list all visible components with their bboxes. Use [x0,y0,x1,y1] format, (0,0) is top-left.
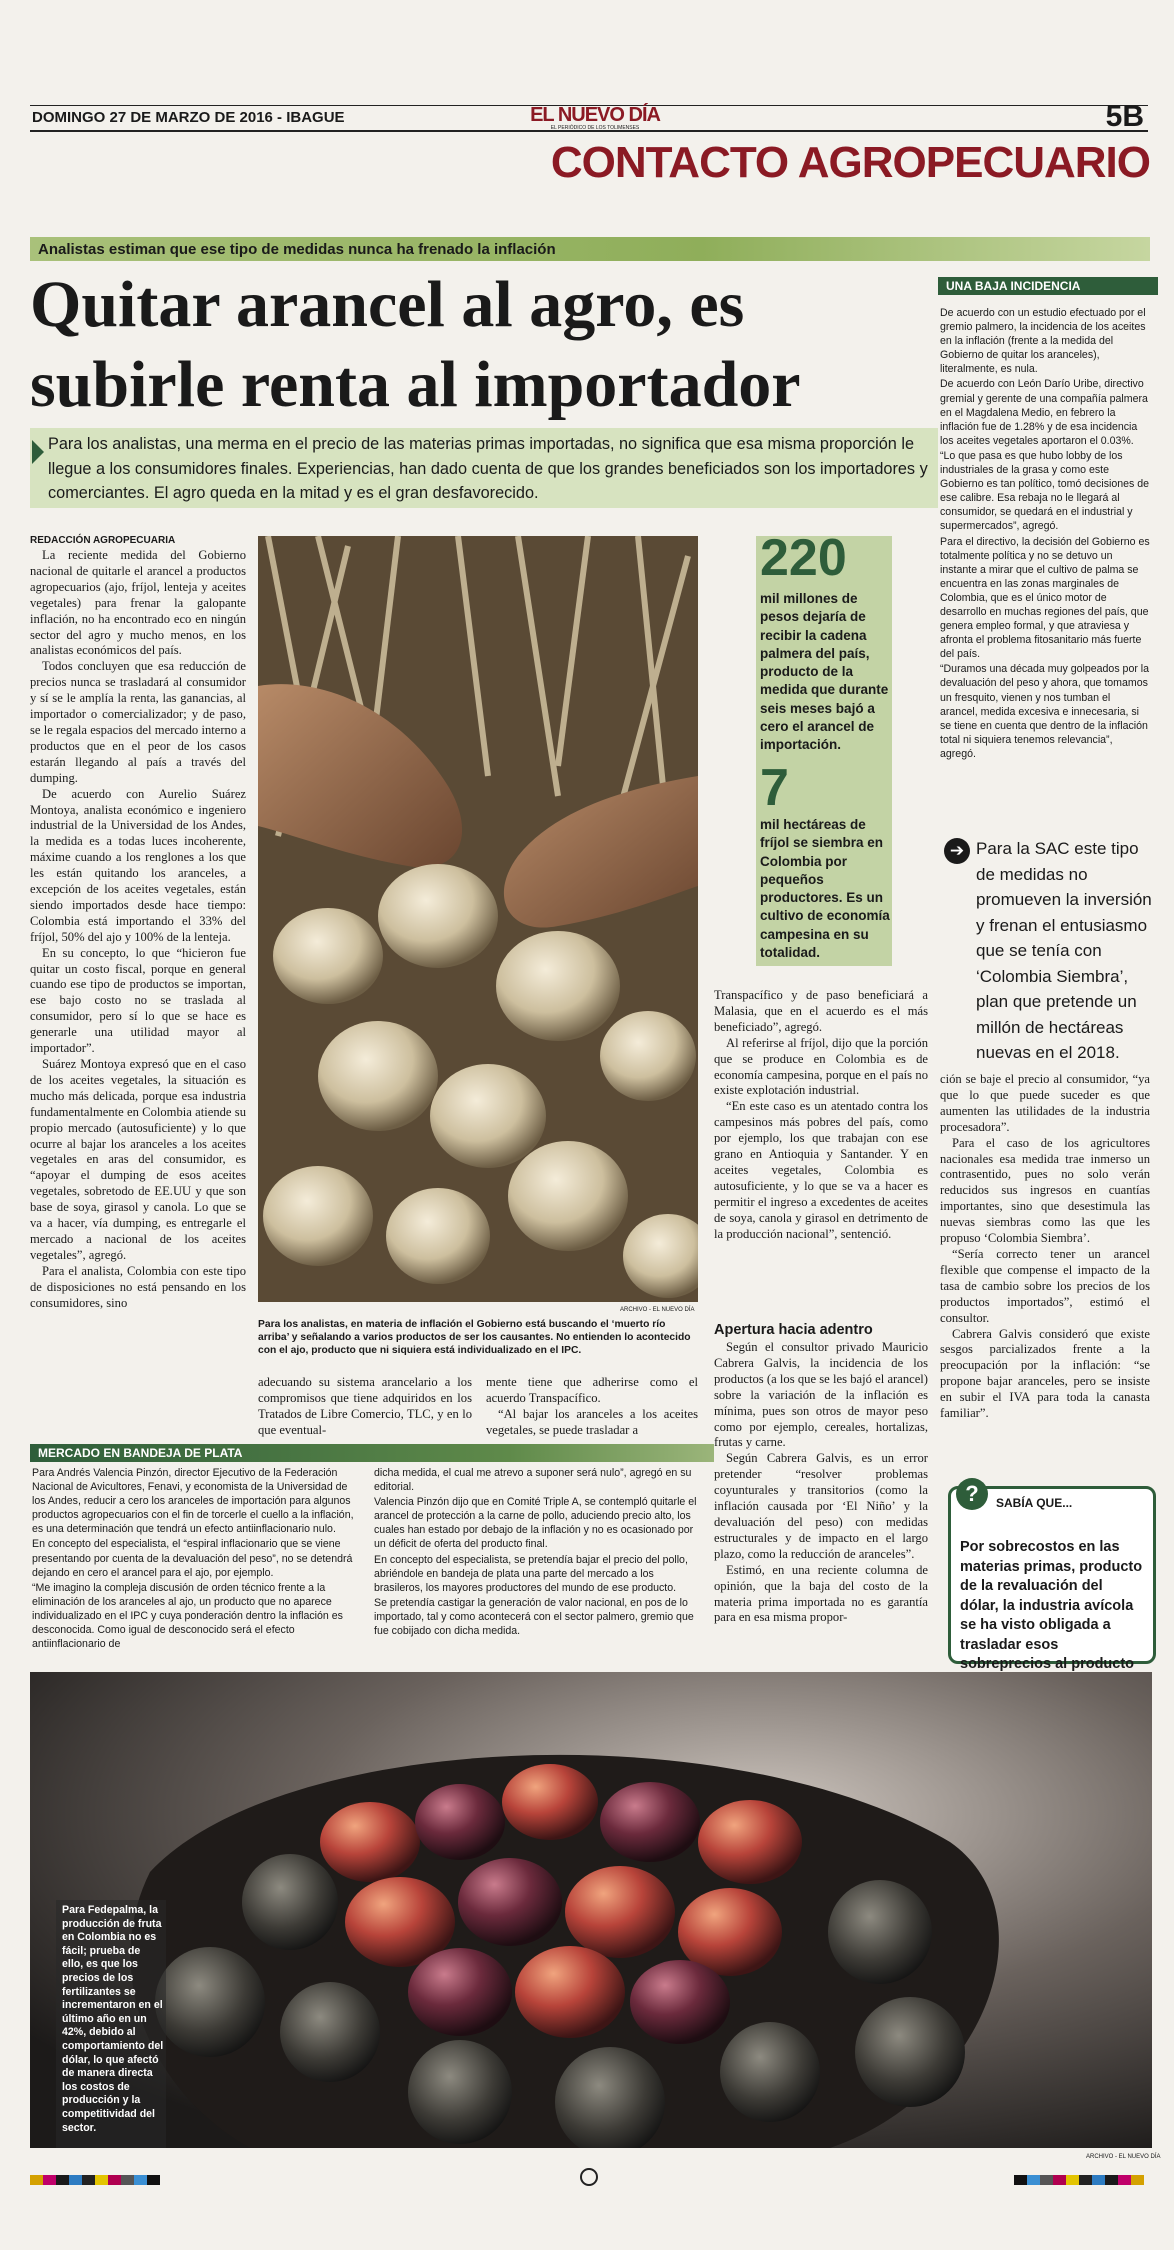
stat1-number: 220 [760,529,847,587]
byline: REDACCIÓN AGROPECUARIA [30,535,176,546]
box-column-2 [374,1466,698,1639]
stat2-number: 7 [760,759,789,817]
sac-quote: Para la SAC este tipo de medidas no promueven la inversión y frenan el entusiasmo que se tenía con ‘Colombia Siembra’, plan que pretende un millón de hectáreas nuevas en el 2018. [976,839,1152,1062]
body-paragraph: Cabrera Galvis consideró que existe sesgos parcializados frente a la preocupación por la inflación: “se propone bajar aranceles, pero se insiste en subir el IVA para toda la canasta familiar”. [940,1326,1150,1421]
sidebar-text [940,306,1150,762]
subhead-apertura: Apertura hacia adentro [714,1322,873,1338]
box-column-1 [32,1466,358,1652]
photo1-caption: Para los analistas, en materia de inflación el Gobierno está buscando el ‘muerto río arriba’ y señalando a varios productos de ser los causantes. No entienden lo acontecido con el ajo, producto que ni siquiera está individualizado en el IPC. [258,1319,691,1356]
sidebar-paragraph: De acuerdo con un estudio efectuado por el gremio palmero, la incidencia de los aceites en la inflación (frente a la medida del Gobierno de quitar los aranceles), literalmente, es nula. [940,307,1146,376]
headline-line1: Quitar arancel al agro, es [30,268,745,341]
photo2-credit: ARCHIVO - EL NUEVO DÍA [1086,2154,1161,2160]
body-column-3-bottom [486,1375,698,1439]
box-paragraph: En concepto del especialista, se pretendía bajar el precio del pollo, abriéndole en bandeja de plata una parte del mercado a los brasileros, los mayores productores del mundo de ese producto. [374,1553,688,1594]
box-paragraph: “Me imagino la compleja discusión de orden técnico frente a la eliminación de los aranceles al ajo, un producto que no aparece individualizado en el IPC y cuya ponderación dentro la inflación es desconocida. Como igual de desconocido será el efecto antiinflacionario de [32,1581,343,1651]
body-paragraph: Suárez Montoya expresó que en el caso de los aceites vegetales, la situación es mucho más delicada, porque esa industria fundamentalmente en Colombia atiende su propio mercado (autosuficiente) y lo que ocurre al bajar los aranceles a los aceites vegetales en aras del consumidor, es “apoyar el dumping de esos aceites vegetales, sobretodo de EE.UU y que son base de soya, girasol y canola. Lo que se va a hacer, vía dumping, es entregarle el mercado a nacional de los aceites vegetales”, agregó. [30,1057,246,1262]
palm-fruit-photo [30,1672,1152,2148]
sabia-title: SABÍA QUE... [996,1496,1073,1510]
body-paragraph: En su concepto, lo que “hicieron fue quitar un costo fiscal, porque en general cuando ese tipo de productos se importan, ese bajo costo no se traslada al consumidor, pero sí lo que se hace es generarle una utilidad mayor al importador”. [30,945,246,1056]
headline-line2: subirle renta al importador [30,348,801,421]
garlic-photo [258,536,698,1302]
body-paragraph: La reciente medida del Gobierno nacional de quitarle el arancel a productos agropecuarios (ajo, fríjol, lenteja y aceites vegetales) para frenar la galopante inflación, no ha encontrado eco en ningún sector del agro y mucho menos, en los analistas económicos del país. [30,548,246,658]
body-paragraph: “Sería correcto tener un arancel flexible que compense el impacto de la tasa de cambio sobre los precios de los productos importados”, estimó el consultor. [940,1246,1150,1325]
kicker-text: Analistas estiman que ese tipo de medidas nunca ha frenado la inflación [38,241,556,258]
section-title: CONTACTO AGROPECUARIO [550,138,1150,187]
arrow-icon: ➔ [944,838,970,864]
body-column-2-bottom: adecuando su sistema arancelario a los compromisos que tiene adquiridos en los Tratados de Libre Comercio, TLC, y en lo que eventual- [258,1375,472,1437]
masthead-date: DOMINGO 27 DE MARZO DE 2016 - IBAGUE [32,109,345,126]
stat2-text: mil hectáreas de fríjol se siembra en Colombia por pequeños productores. Es un cultivo de economía campesina en su totalidad. [760,817,890,961]
logo-text: EL NUEVO DÍA [530,104,660,126]
body-column-4b [714,1340,928,1626]
body-column-4 [714,988,928,1243]
color-registration-bar-left [30,2172,160,2190]
sabia-text: Por sobrecostos en las materias primas, producto de la revaluación del dólar, la industria avícola se ha visto obligada a trasladar esos sobreprecios al producto [960,1539,1143,1672]
body-paragraph: Según Cabrera Galvis, es un error pretender “resolver problemas coyunturales y transitorios (como la inflación causada por ‘El Niño’ y la devaluación del peso) con medidas estructurales y de impacto en el largo plazo, como la reducción de aranceles”. [714,1451,928,1561]
body-paragraph: Para el analista, Colombia con este tipo de disposiciones no está pensando en los consumidores, sino [30,1263,246,1310]
photo1-credit: ARCHIVO - EL NUEVO DÍA [620,1307,695,1313]
sidebar-title: UNA BAJA INCIDENCIA [938,277,1158,295]
body-paragraph: Estimó, en una reciente columna de opinión, que la baja del costo de la materia prima importada no es garantía para en esa misma propor- [714,1562,928,1625]
body-column-1 [30,548,246,1454]
body-paragraph: Para el caso de los agricultores nacionales esa medida trae inmerso un contrasentido, pues no solo verán reducidos sus ingresos en cuantías importantes, sino que desestimula las nuevas siembras como las que les propuso ‘Colombia Siembra’. [940,1135,1150,1246]
box-paragraph: Valencia Pinzón dijo que en Comité Triple A, se contempló quitarle el arancel de protección a la carne de pollo, aduciendo precio alto, los cuales han estado por debajo de la inflación y no es ocasionado por un déficit de oferta del producto final. [374,1496,697,1551]
sidebar-paragraph: “Lo que pasa es que hubo lobby de los industriales de la grasa y como este Gobierno es tan político, tomó decisiones de ese calibre. Esa rebaja no le llegará al consumidor, se quedará en el industrial y supermercados”, agregó. [940,449,1150,533]
sidebar-paragraph: “Duramos una década muy golpeados por la devaluación del peso y ahora, que tomamos un fresquito, vienen y nos tumban el arancel, medida excesiva e innecesaria, si se tiene en cuenta que dentro de la inflación total ni siquiera tenemos relevancia”, agregó. [940,663,1150,760]
body-paragraph: Todos concluyen que esa reducción de precios nunca se trasladará al consumidor y sí se le amplía la renta, las ganancias, al importador o comercializador; y de paso, se le regala espacios del mercado interno a productos que en el peor de los casos estarán llegando al país a través del dumping. [30,659,246,785]
logo-tagline: EL PERIÓDICO DE LOS TOLIMENSES [550,125,640,131]
body-paragraph: “En este caso es un atentado contra los campesinos más pobres del país, como por ejemplo, los que trabajan con ese grano en Antioquia y Santander. Y en aceites vegetales, Colombia es autosuficiente, y lo que se va a hacer es permitir el ingreso a excedentes de aceites de soya, canola y girasol en detrimento de la producción nacional”, sentenció. [714,1099,928,1241]
box-title: MERCADO EN BANDEJA DE PLATA [30,1444,714,1462]
box-paragraph: Se pretendía castigar la generación de valor nacional, en pos de lo importado, tal y como acontecerá con el sector palmero, gremio que fue cobijado con dicha medida. [374,1596,694,1638]
body-paragraph: mente tiene que adherirse como el acuerdo Transpacífico. [486,1375,698,1405]
photo2-caption: Para Fedepalma, la producción de fruta en Colombia no es fácil; prueba de ello, es que los precios de los fertilizantes se incrementaron en el último año en un 42%, debido al comportamiento del dólar, lo que afectó de manera directa los costos de producción y la competitividad del sector. [62,1904,164,2134]
stat1-text: mil millones de pesos dejaría de recibir la cadena palmera del país, producto de la medida que durante seis meses bajó a cero el arancel de importación. [760,591,889,753]
body-paragraph: ción se baje el precio al consumidor, “ya que lo que puede suceder es que aumenten las utilidades de la industria procesadora”. [940,1072,1150,1134]
body-column-5 [940,1072,1150,1422]
sidebar-paragraph: De acuerdo con León Darío Uribe, directivo gremial y gerente de una compañía palmera en el Magdalena Medio, en febrero la inflación fue de 1.28% y de esa incidencia los aceites vegetales aportaron el 0.03%. [940,378,1148,447]
lead-paragraph: Para los analistas, una merma en el precio de las materias primas importadas, no significa que esa misma proporción le llegue a los consumidores finales. Experiencias, han dado cuenta de que los grandes beneficiados son los importadores y comerciantes. El agro queda en la mitad y es el gran desfavorecido. [48,435,928,502]
page-number: 5B [1105,100,1144,133]
color-registration-bar-right [1014,2172,1144,2190]
body-paragraph: Según el consultor privado Mauricio Cabrera Galvis, la incidencia de los productos (a los que se les bajó el arancel) sobre la variación de la inflación es mínima, pues son otros de mayor peso como por ejemplo, cereales, hortalizas, frutas y carne. [714,1340,928,1450]
body-paragraph: Transpacífico y de paso beneficiará a Malasia, que en el acuerdo es el más beneficiado”, agregó. [714,988,928,1034]
lead-marker [32,440,44,464]
question-icon: ? [956,1478,988,1510]
box-paragraph: dicha medida, el cual me atrevo a suponer será nulo”, agregó en su editorial. [374,1467,692,1494]
sidebar-paragraph: Para el directivo, la decisión del Gobierno es totalmente política y no se detuvo un instante a mirar que el cultivo de palma se encuentra en las zonas marginales de Colombia, que es el único motor de desarrollo en muchas regiones del país, que genera empleo formal, y que atraviesa y afronta el problema fitosanitario más fuerte del país. [940,535,1150,661]
body-paragraph: Al referirse al fríjol, dijo que la porción que se produce en Colombia es de economía campesina, porque en el país no existe explotación industrial. [714,1035,928,1098]
body-paragraph: “Al bajar los aranceles a los aceites vegetales, se puede trasladar a [486,1406,698,1437]
registration-mark-icon [580,2168,598,2186]
newspaper-logo [520,104,670,130]
box-paragraph: En concepto del especialista, el “espiral inflacionario que se viene presentando por cuenta de la devaluación del peso”, no se detendrá dejando en cero el arancel para el ajo, por ejemplo. [32,1538,353,1579]
body-paragraph: De acuerdo con Aurelio Suárez Montoya, analista económico e ingeniero industrial de la Universidad de los Andes, la medida es a todas luces incoherente, máxime cuando a los renglones a los que les están quitando los aranceles, a excepción de los aceites vegetales, están siendo importados desde hace tiempo: Colombia está importando el 33% del fríjol, 50% del ajo y 100% de la lenteja. [30,786,246,944]
box-paragraph: Para Andrés Valencia Pinzón, director Ejecutivo de la Federación Nacional de Avicultores, Fenavi, y economista de la Universidad de los Andes, reducir a cero los aranceles de importación para algunos productos agropecuarios con el fin de torcerle el cuello a la inflación, es una determinación que tendrá un efecto antiinflacionario nulo. [32,1467,354,1536]
